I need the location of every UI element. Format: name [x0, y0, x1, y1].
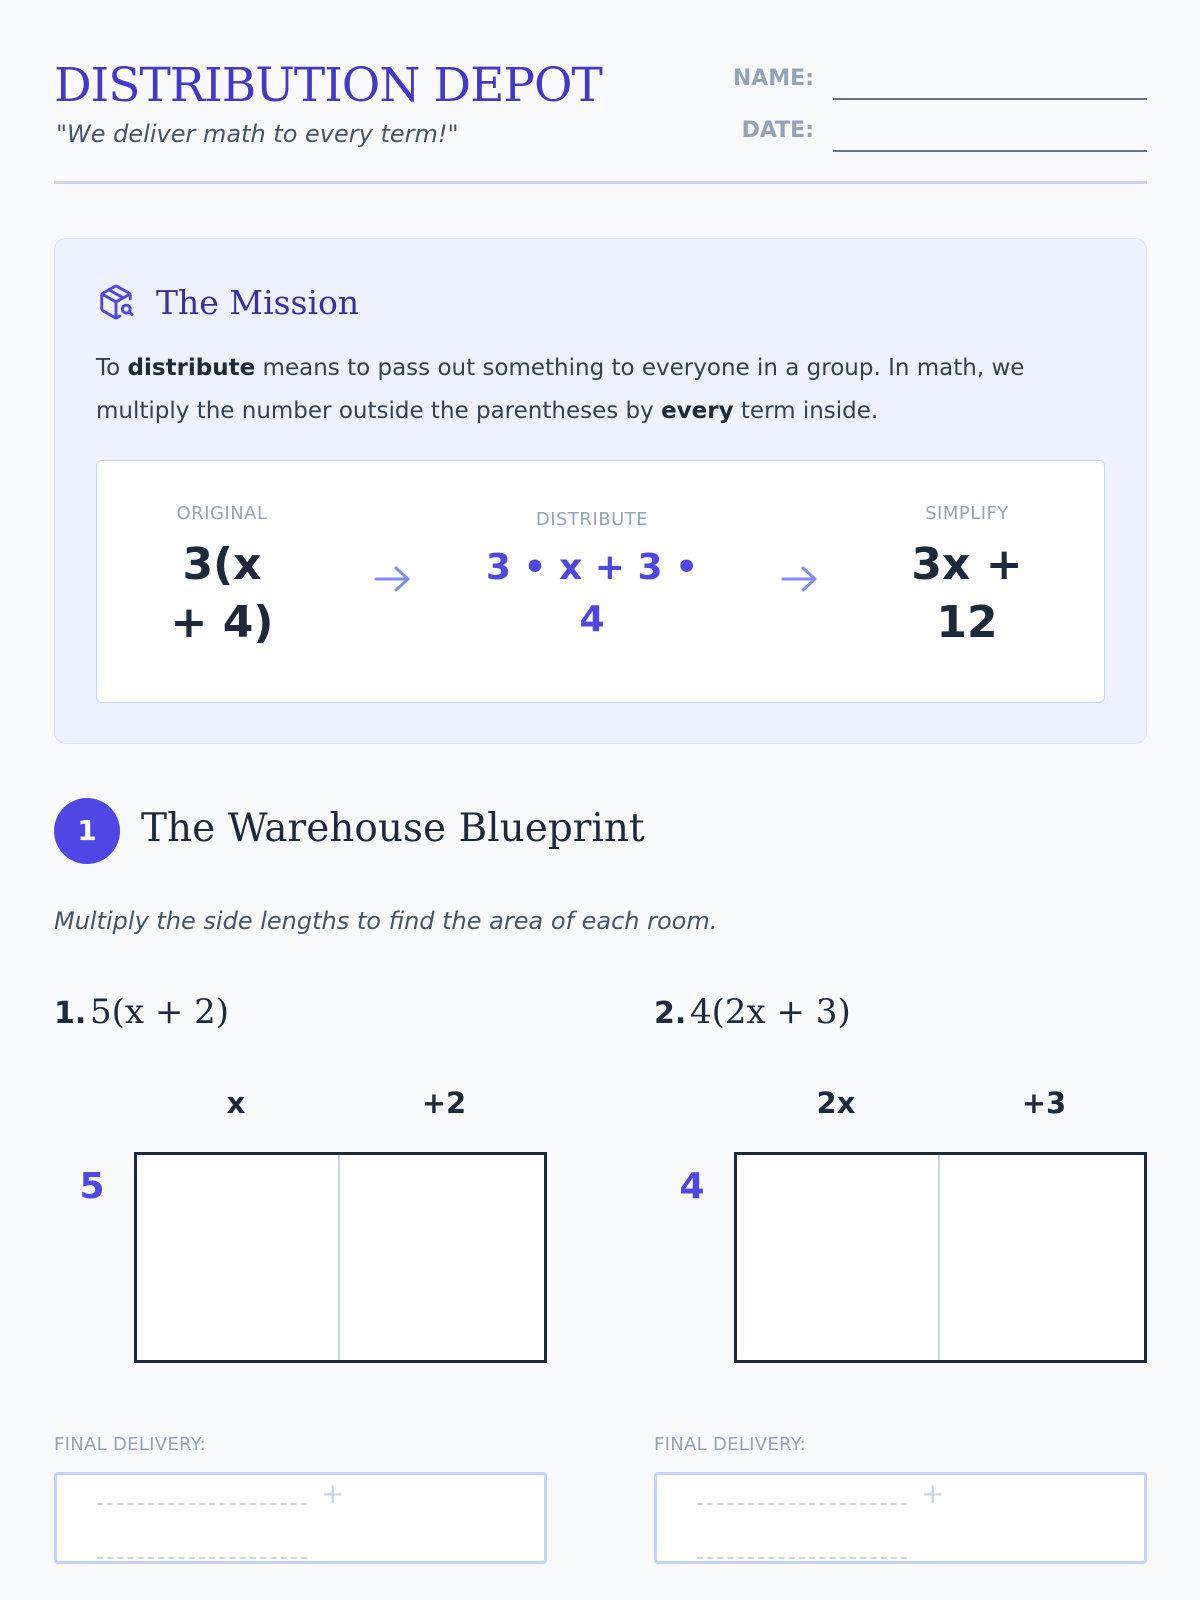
tagline: "We deliver math to every term!": [56, 120, 459, 148]
step-simplify: [897, 503, 1037, 652]
step-original: [157, 503, 287, 652]
plus-sign: +: [921, 1477, 945, 1510]
area-cell[interactable]: [340, 1155, 544, 1360]
worksheet-page: [54, 0, 1147, 1600]
date-line[interactable]: [833, 150, 1147, 152]
area-model-row-label: 5: [79, 1166, 105, 1207]
final-delivery-label: FINAL DELIVERY:: [54, 1434, 206, 1455]
problem-expression: 5(x + 2): [90, 992, 230, 1032]
final-delivery-box[interactable]: [54, 1472, 547, 1564]
section-instructions: Multiply the side lengths to find the area of each room.: [54, 907, 718, 935]
problem-number: 1.: [54, 996, 87, 1031]
term-distribute: distribute: [127, 355, 256, 381]
mission-description: To distribute means to pass out something to everyone in a group. In math, we multiply the number outside the parentheses by every term inside.: [96, 355, 1025, 424]
package-search-icon: [97, 283, 135, 321]
term-every: every: [661, 398, 734, 424]
distribution-example: [96, 460, 1105, 703]
answer-blank[interactable]: [97, 1503, 307, 1505]
section-number-badge: 1: [54, 798, 120, 864]
section-title: The Warehouse Blueprint: [141, 806, 645, 851]
area-model-grid: [134, 1152, 547, 1363]
step-distribute-expression: 3 • x + 3 • 4: [485, 547, 699, 640]
answer-blank[interactable]: [97, 1557, 307, 1559]
mission-title: The Mission: [156, 283, 360, 322]
area-model-column-label: x: [226, 1086, 246, 1120]
final-delivery-box[interactable]: [654, 1472, 1147, 1564]
answer-blank[interactable]: [697, 1557, 907, 1559]
area-model-column-label: +2: [421, 1086, 467, 1120]
problem-expression: 4(2x + 3): [690, 992, 851, 1032]
worksheet-header: [54, 50, 1147, 184]
name-field[interactable]: [702, 58, 1147, 102]
name-label: NAME:: [732, 66, 814, 91]
date-label: DATE:: [741, 118, 814, 143]
area-cell[interactable]: [137, 1155, 340, 1360]
answer-blank[interactable]: [697, 1503, 907, 1505]
area-cell[interactable]: [737, 1155, 940, 1360]
step-simplify-expression: 3x + 12: [911, 539, 1023, 648]
arrow-right-icon: [779, 564, 821, 594]
step-distribute-label: DISTRIBUTE: [535, 509, 649, 530]
area-model-row-label: 4: [679, 1166, 705, 1207]
step-original-expression: 3(x + 4): [170, 539, 274, 648]
step-distribute: [472, 509, 712, 646]
final-delivery-label: FINAL DELIVERY:: [654, 1434, 806, 1455]
date-field[interactable]: [702, 110, 1147, 154]
area-model-grid: [734, 1152, 1147, 1363]
area-model-column-label: +3: [1021, 1086, 1067, 1120]
area-cell[interactable]: [940, 1155, 1144, 1360]
arrow-right-icon: [372, 564, 414, 594]
problem-1: [54, 992, 547, 1566]
step-simplify-label: SIMPLIFY: [925, 503, 1009, 524]
mission-card: [54, 238, 1147, 744]
problem-2: [654, 992, 1147, 1566]
name-line[interactable]: [833, 98, 1147, 100]
area-model-column-label: 2x: [816, 1086, 856, 1120]
brand-title: DISTRIBUTION DEPOT: [54, 58, 602, 113]
plus-sign: +: [321, 1477, 345, 1510]
step-original-label: ORIGINAL: [176, 503, 268, 524]
problem-number: 2.: [654, 996, 687, 1031]
